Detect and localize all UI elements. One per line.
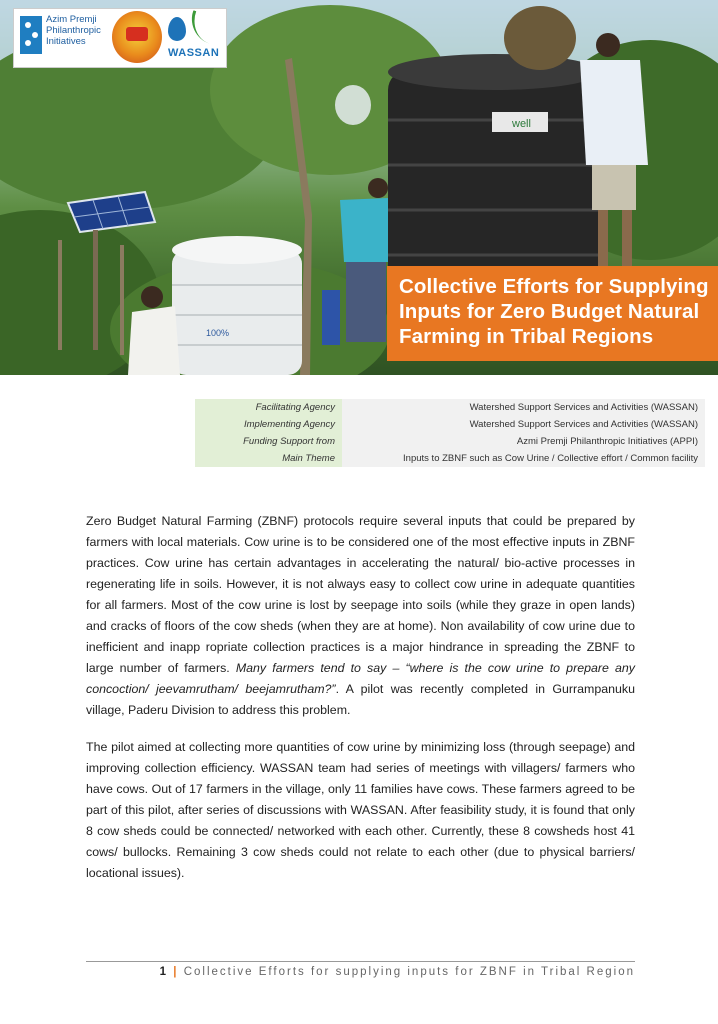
pilot-paragraph: The pilot aimed at collecting more quantities of cow urine by minimizing loss (through seepage) and improving collection efficiency. WASSAN team had series of meetings with villagers/ farmers who have cows. Out of 17 farmers in the village, only 11 families have cows. These farmers agreed to be part of this pilot, after series of discussions with WASSAN. After feasibility study, it is found that only 8 cow sheds could be connected/ networked with each other. Currently, these 8 cowsheds host 41 cows/ bullocks. Remaining 3 cow sheds could not relate to each other (due to physical barriers/ locational issues).: [86, 740, 635, 880]
water-drop-icon: [168, 17, 186, 41]
azim-premji-logo: [20, 14, 110, 62]
azim-premji-logo-text: Azim Premji Philanthropic Initiatives: [46, 14, 101, 47]
project-info-table: [195, 399, 705, 467]
info-label: Facilitating Agency: [195, 399, 342, 416]
logo-strip: [13, 8, 227, 68]
intro-text-end: . A pilot was recently completed in Gurrampanuku village, Paderu Division to address this problem.: [86, 682, 635, 717]
intro-text-start: Zero Budget Natural Farming (ZBNF) protocols require several inputs that could be prepared by farmers with local materials. Cow urine is to be considered one of the most effective inputs in ZBNF practices. Cow urine has certain advantages in accelerating the natural/ bio-active processes in regenerating life in soils. However, it is not always easy to collect cow urine in adequate quantities for all farmers. Most of the cow urine is lost by seepage into soils (while they graze in open lands) and cracks of floors of the cow sheds (when they are at home). Non availability of cow urine due to inefficient and inapp ropriate collection practices is a major hindrance in spreading the ZBNF to large number of farmers.: [86, 514, 635, 675]
info-label: Main Theme: [195, 450, 342, 467]
farmer-middle: [340, 178, 392, 342]
azim-premji-mark-icon: [20, 16, 42, 54]
footer-text: Collective Efforts for supplying inputs for ZBNF in Tribal Region: [183, 966, 635, 978]
footer-divider: [86, 961, 635, 962]
info-value: Watershed Support Services and Activities (WASSAN): [342, 399, 705, 416]
info-value: Watershed Support Services and Activities (WASSAN): [342, 416, 705, 433]
title-banner: [387, 266, 718, 361]
small-water-tank: [172, 236, 302, 375]
footer-separator: |: [173, 966, 179, 978]
info-label: Implementing Agency: [195, 416, 342, 433]
leaf-icon: [185, 10, 225, 46]
fpo-emblem-logo: [112, 11, 162, 63]
table-row: [195, 416, 705, 433]
page-number: 1: [159, 966, 169, 978]
page-footer: [86, 966, 635, 978]
table-row: [195, 433, 705, 450]
page-title: Collective Efforts for Supplying Inputs for Zero Budget Natural Farming in Tribal Regions: [399, 275, 709, 348]
info-label: Funding Support from: [195, 433, 342, 450]
intro-paragraph: [86, 511, 635, 721]
info-value: Azmi Premji Philanthropic Initiatives (APPI): [342, 433, 705, 450]
info-value: Inputs to ZBNF such as Cow Urine / Collective effort / Common facility: [342, 450, 705, 467]
farmer-quote: Many farmers tend to say – “where is the cow urine to prepare any concoction/ jeevamrutham/ beejamrutham?”: [86, 661, 635, 696]
wassan-logo: [166, 13, 222, 63]
wassan-logo-text: WASSAN: [168, 47, 220, 59]
table-row: [195, 450, 705, 467]
svg-text:well: well: [512, 118, 531, 130]
svg-text:100%: 100%: [206, 328, 230, 338]
hero-photo: [0, 0, 718, 375]
table-row: [195, 399, 705, 416]
